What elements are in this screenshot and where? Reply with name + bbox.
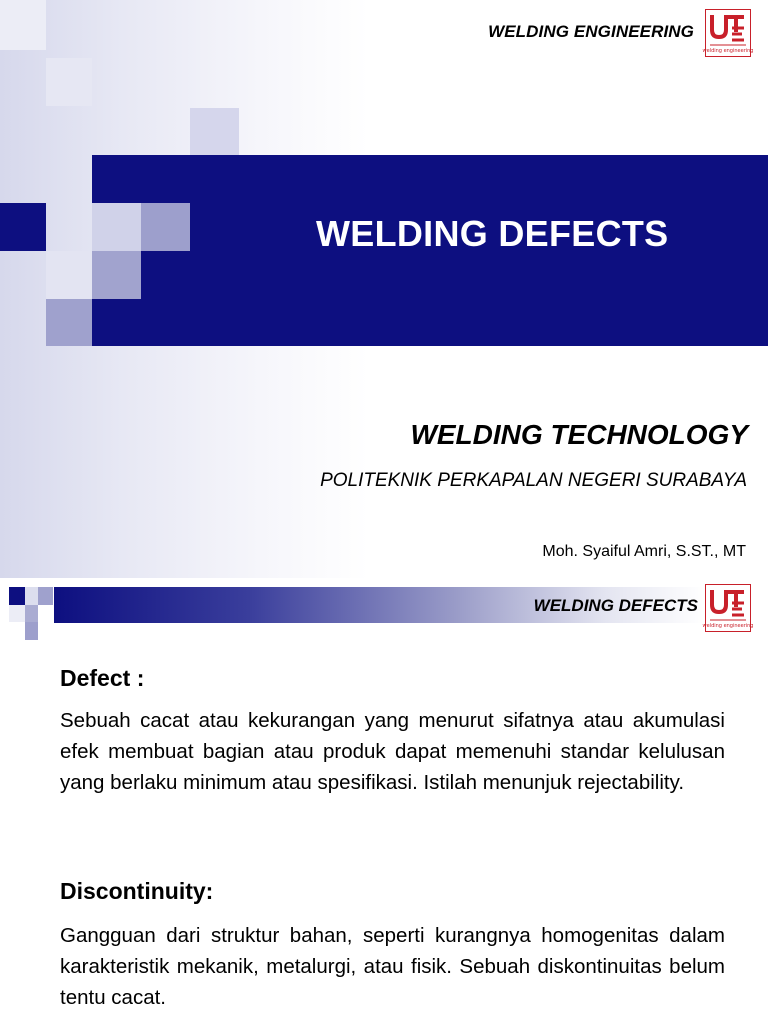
defect-definition: Sebuah cacat atau kekurangan yang menurut sifatnya atau akumulasi efek membuat bagian atau produk dapat memenuhi standar kelulusan yang berlaku minimum atau spesifikasi. Istilah menunjuk rejectability. <box>60 709 725 794</box>
deco-square <box>92 203 141 251</box>
deco-square <box>92 251 141 299</box>
deco-square <box>25 587 38 605</box>
logo-caption: welding engineering <box>702 48 754 54</box>
deco-square <box>0 203 46 251</box>
welding-engineering-logo-icon <box>702 584 754 632</box>
discontinuity-definition: Gangguan dari struktur bahan, seperti kurangnya homogenitas dalam karakteristik mekanik, metalurgi, atau fisik. Sebuah diskontinuitas belum tentu cacat. <box>60 924 725 1009</box>
logo-caption: welding engineering <box>702 623 754 629</box>
deco-square <box>190 108 239 155</box>
deco-square <box>9 605 25 622</box>
deco-square <box>46 251 92 299</box>
welding-engineering-logo-icon <box>702 9 754 57</box>
deco-square <box>25 605 38 622</box>
deco-square <box>141 203 190 251</box>
header-tag: WELDING DEFECTS <box>533 596 698 615</box>
discontinuity-heading: Discontinuity: <box>60 878 214 904</box>
slide-title: WELDING DEFECTS <box>316 213 669 254</box>
deco-square <box>46 299 92 346</box>
course-title: WELDING TECHNOLOGY <box>410 419 748 450</box>
content-slide <box>0 578 768 1024</box>
deco-square <box>25 622 38 640</box>
author-name: Moh. Syaiful Amri, S.ST., MT <box>542 543 746 560</box>
deco-square <box>9 587 25 605</box>
institution-name: POLITEKNIK PERKAPALAN NEGERI SURABAYA <box>320 470 747 491</box>
deco-square <box>0 0 46 50</box>
deco-square <box>46 58 92 106</box>
top-tag: WELDING ENGINEERING <box>488 22 694 41</box>
deco-square <box>38 587 53 605</box>
defect-heading: Defect : <box>60 665 145 691</box>
